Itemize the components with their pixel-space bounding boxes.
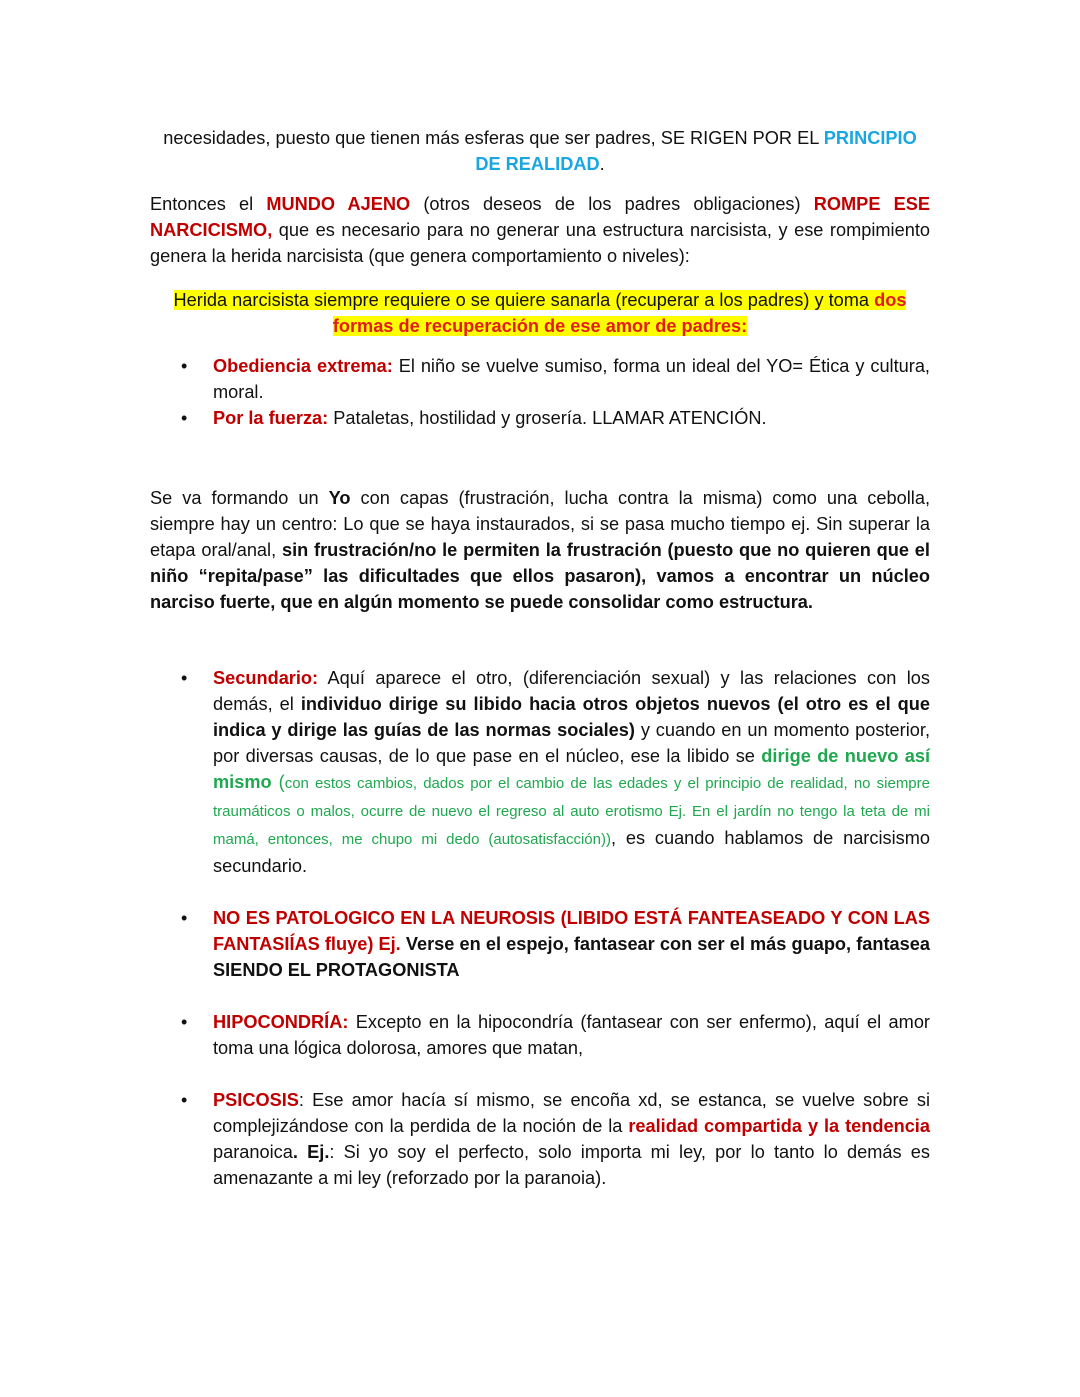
list-item-neurosis <box>181 905 930 983</box>
emphasis-realidad-compartida: realidad compartida y la tendencia <box>628 1116 930 1136</box>
text: , es cuando hablamos de narcisismo secundario. <box>213 828 930 876</box>
bullet-icon: • <box>181 668 188 688</box>
emphasis-sin-frustracion: sin frustración/no le permiten la frustración (puesto que no quieren que el niño “repita/pase” las dificultades que ellos pasaron), vamos a encontrar un núcleo narciso fuerte, que en algún momento se puede consolidar como estructura. <box>150 540 930 612</box>
list-item-obediencia <box>181 353 930 405</box>
list-item-label: NO ES PATOLOGICO EN LA NEUROSIS (LIBIDO ESTÁ FANTEASEADO Y CON LAS FANTASIÍAS fluye) Ej. <box>213 908 930 954</box>
emphasis-dirige-de-nuevo: dirige de nuevo así mismo <box>213 746 931 792</box>
text: : Si yo soy el perfecto, solo importa mi ley, por lo tanto lo demás es amenazante a mi ley (reforzado por la paranoia). <box>213 1142 931 1188</box>
emphasis-mundo-ajeno: MUNDO AJENO <box>266 194 411 214</box>
bullet-icon: • <box>181 356 188 376</box>
list-item-label: Secundario: <box>213 668 319 688</box>
bullet-icon: • <box>181 1012 188 1032</box>
green-aside: con estos cambios, dados por el cambio de las edades y el principio de realidad, no siempre traumáticos o malos, ocurre de nuevo el regreso al auto erotismo Ej. En el jardín no tengo la teta de mi mamá, entonces, me chupo mi dedo (autosatisfacción)) <box>213 775 930 848</box>
text: (otros deseos de los padres obligaciones) <box>410 194 814 214</box>
list-item-fuerza <box>181 405 930 431</box>
highlight-text: Herida narcisista siempre requiere o se quiere sanarla (recuperar a los padres) y toma <box>173 290 875 310</box>
list-item-hipocondria <box>181 1009 930 1061</box>
text: Se va formando un <box>150 488 329 508</box>
text: . <box>599 154 605 174</box>
recovery-forms-list <box>150 353 930 431</box>
text: Aquí aparece el otro, (diferenciación sexual) y las relaciones con los demás, el <box>213 668 930 714</box>
list-item-text: Excepto en la hipocondría (fantasear con ser enfermo), aquí el amor toma una lógica dolorosa, amores que matan, <box>213 1012 930 1058</box>
paragraph-yo-capas <box>150 485 930 615</box>
emphasis-ej: . Ej. <box>292 1142 330 1162</box>
bullet-icon: • <box>181 908 188 928</box>
list-item-secundario <box>181 665 931 879</box>
list-item-label: Por la fuerza: <box>213 408 329 428</box>
list-item-label: Obediencia extrema: <box>213 356 393 376</box>
text: ( <box>271 772 285 792</box>
list-item-text: El niño se vuelve sumiso, forma un ideal del YO= Ética y cultura, moral. <box>213 356 930 402</box>
paragraph-mundo-ajeno <box>150 191 930 269</box>
text: que es necesario para no generar una estructura narcisista, y ese rompimiento genera la herida narcisista (que genera comportamiento o niveles): <box>150 220 930 266</box>
highlight-principio-realidad: PRINCIPIO DE REALIDAD <box>475 128 917 174</box>
paragraph-principio-realidad <box>150 125 930 177</box>
text: Entonces el <box>150 194 267 214</box>
bullet-icon: • <box>181 1090 188 1110</box>
text: y cuando en un momento posterior, por diversas causas, de lo que pase en el núcleo, ese la libido se <box>213 720 930 766</box>
bullet-icon: • <box>181 408 188 428</box>
text: necesidades, puesto que tienen más esferas que ser padres, SE RIGEN POR EL <box>163 128 824 148</box>
emphasis-individuo: individuo dirige su libido hacia otros objetos nuevos (el otro es el que indica y dirige las guías de las normas sociales) <box>213 694 930 740</box>
list-item-label: HIPOCONDRÍA: <box>213 1012 349 1032</box>
highlight-dos-formas: dos formas de recuperación de ese amor de padres: <box>332 290 907 336</box>
emphasis-rompe-narcicismo: ROMPE ESE NARCICISMO, <box>150 194 931 240</box>
narcissism-types-list <box>150 665 930 1191</box>
list-item-psicosis <box>181 1087 931 1191</box>
text: con capas (frustración, lucha contra la misma) como una cebolla, siempre hay un centro: Lo que se haya instaurados, si se pasa mucho tiempo ej. Sin superar la etapa oral/anal, <box>150 488 930 560</box>
emphasis-yo: Yo <box>328 488 351 508</box>
highlighted-paragraph-herida <box>150 287 930 339</box>
document-page <box>150 125 930 1217</box>
list-item-label: PSICOSIS <box>213 1090 299 1110</box>
text: : Ese amor hacía sí mismo, se encoña xd, se estanca, se vuelve sobre si complejizándose con la perdida de la noción de la <box>213 1090 930 1136</box>
list-item-text: Pataletas, hostilidad y grosería. LLAMAR ATENCIÓN. <box>328 408 767 428</box>
list-item-text: Verse en el espejo, fantasear con ser el más guapo, fantasea SIENDO EL PROTAGONISTA <box>213 934 930 980</box>
text: paranoica <box>213 1142 293 1162</box>
